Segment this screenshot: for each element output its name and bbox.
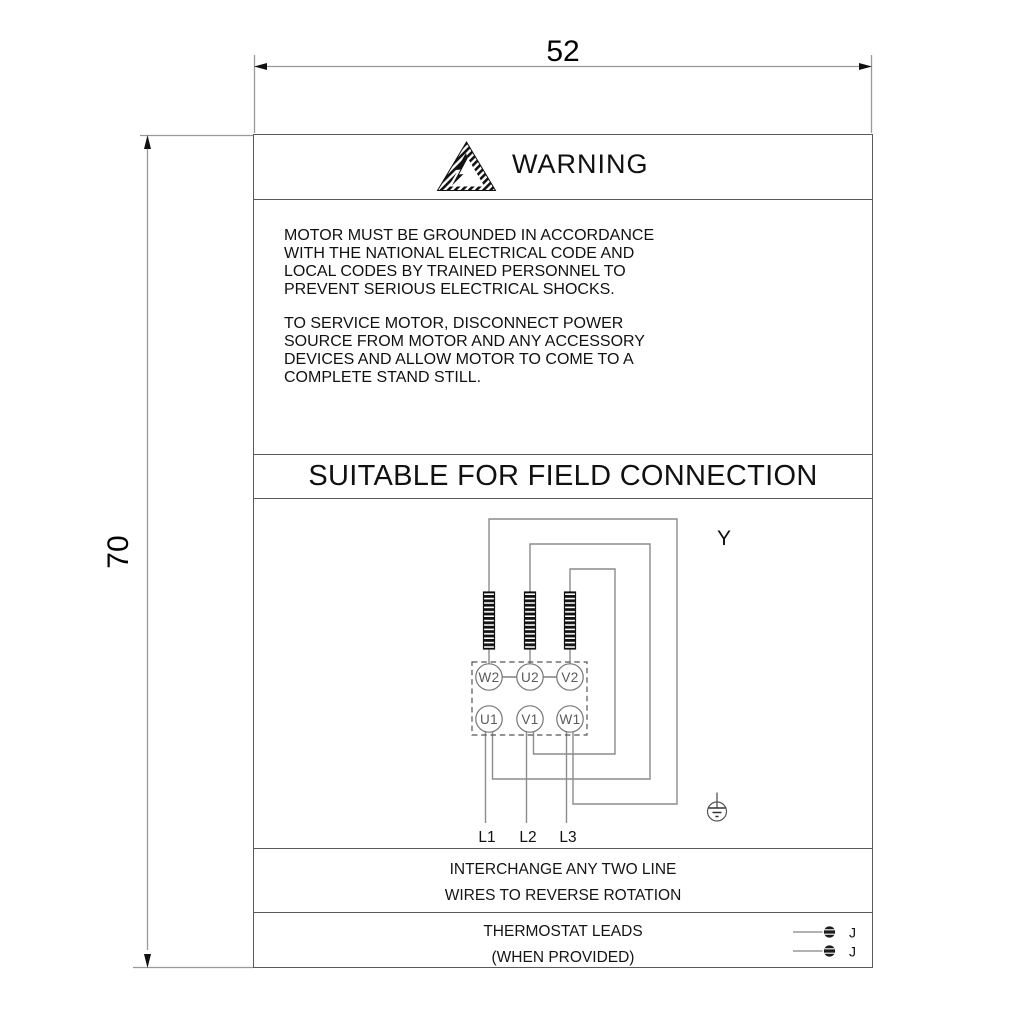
line-lead-wires xyxy=(486,732,567,823)
warning-text-line: WITH THE NATIONAL ELECTRICAL CODE AND xyxy=(284,245,635,262)
arrow-down-icon xyxy=(144,954,151,968)
width-extension-lines xyxy=(255,55,872,133)
terminal-label-u2: U2 xyxy=(520,669,540,685)
height-dimension-value: 70 xyxy=(102,535,135,569)
high-voltage-warning-icon xyxy=(434,140,498,194)
thermostat-line1: THERMOSTAT LEADS xyxy=(483,923,643,940)
warning-title: WARNING xyxy=(512,149,649,179)
field-connection-band xyxy=(254,454,872,498)
warning-text-line: COMPLETE STAND STILL. xyxy=(284,369,482,386)
lead-ball-icon xyxy=(824,945,835,956)
warning-text-line: TO SERVICE MOTOR, DISCONNECT POWER xyxy=(284,315,624,332)
lead-label-l3: L3 xyxy=(559,829,577,846)
wire-loop-w xyxy=(489,519,677,804)
terminal-label-u1: U1 xyxy=(479,711,499,727)
arrow-up-icon xyxy=(144,135,151,149)
thermostat-band xyxy=(254,912,872,967)
label-outline xyxy=(253,134,873,968)
earth-ground-icon xyxy=(708,793,727,822)
lead-label-l1: L1 xyxy=(478,829,496,846)
thermostat-lead-row-2 xyxy=(793,944,856,960)
lead-ball-icon xyxy=(824,926,835,937)
terminal-label-w1: W1 xyxy=(559,711,581,727)
terminal-label-v1: V1 xyxy=(521,711,539,727)
line-lead-labels xyxy=(478,829,576,846)
lead-label-l2: L2 xyxy=(519,829,537,846)
wire-loop-u xyxy=(493,544,651,779)
motor-winding-symbols xyxy=(484,592,576,649)
terminal-label-v2: V2 xyxy=(561,669,579,685)
wye-connection-diagram xyxy=(254,499,872,848)
field-connection-title: SUITABLE FOR FIELD CONNECTION xyxy=(308,460,818,492)
warning-text-band xyxy=(254,199,872,454)
warning-text-line: PREVENT SERIOUS ELECTRICAL SHOCKS. xyxy=(284,281,615,298)
arrow-right-icon xyxy=(859,63,872,70)
lead-label-j2: J xyxy=(849,943,856,960)
arrow-left-icon xyxy=(254,63,267,70)
warning-text-line: SOURCE FROM MOTOR AND ANY ACCESSORY xyxy=(284,333,645,350)
winding-coil-icon xyxy=(565,592,576,649)
rotation-note-band xyxy=(254,848,872,912)
thermostat-line2: (WHEN PROVIDED) xyxy=(491,949,635,966)
rotation-note-line2: WIRES TO REVERSE ROTATION xyxy=(444,887,682,904)
warning-text-line: LOCAL CODES BY TRAINED PERSONNEL TO xyxy=(284,263,626,280)
width-dimension-value: 52 xyxy=(546,35,580,68)
terminal-label-w2: W2 xyxy=(478,669,500,685)
height-extension-lines xyxy=(133,136,253,968)
winding-coil-icon xyxy=(484,592,495,649)
wye-connection-label: Y xyxy=(716,527,732,550)
wiring-diagram-band xyxy=(254,498,872,848)
ground-bars xyxy=(709,808,726,817)
warning-text-line: MOTOR MUST BE GROUNDED IN ACCORDANCE xyxy=(284,227,655,244)
thermostat-lead-symbols xyxy=(254,913,872,967)
rotation-note-line1: INTERCHANGE ANY TWO LINE xyxy=(449,861,677,878)
lead-label-j1: J xyxy=(849,924,856,941)
winding-coil-icon xyxy=(525,592,536,649)
warning-text-line: DEVICES AND ALLOW MOTOR TO COME TO A xyxy=(284,351,634,368)
thermostat-lead-row-1 xyxy=(793,925,856,941)
warning-header-band xyxy=(254,135,872,199)
terminal-labels xyxy=(478,670,580,727)
